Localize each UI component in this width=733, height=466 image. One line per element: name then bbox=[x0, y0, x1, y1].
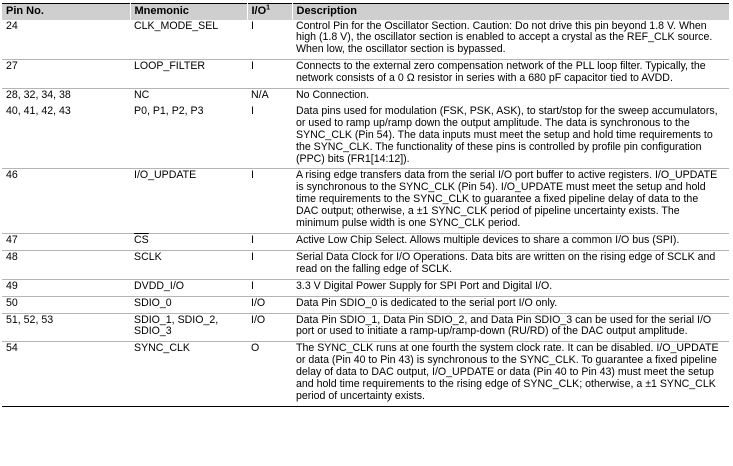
chip-select-overbar-mnemonic: $\overline{CS}$ bbox=[134, 234, 149, 246]
table-row bbox=[2, 105, 729, 169]
pin-number: 48 bbox=[2, 250, 130, 279]
pin-number: 51, 52, 53 bbox=[2, 313, 130, 342]
table-row bbox=[2, 169, 729, 234]
header-io bbox=[247, 4, 292, 20]
header-pin-no: Pin No. bbox=[2, 4, 130, 20]
pin-number: 27 bbox=[2, 60, 130, 89]
io-type: I bbox=[247, 279, 292, 296]
table-row bbox=[2, 296, 729, 313]
mnemonic: CLK_MODE_SEL bbox=[130, 20, 247, 60]
io-type: I/O bbox=[247, 296, 292, 313]
mnemonic: P0, P1, P2, P3 bbox=[130, 105, 247, 169]
pin-number: 28, 32, 34, 38 bbox=[6, 89, 71, 102]
table-row bbox=[2, 20, 729, 60]
mnemonic: DVDD_I/O bbox=[130, 279, 247, 296]
description: Data Pin SDIO_0 is dedicated to the serial port I/O only. bbox=[292, 296, 729, 313]
table-row bbox=[2, 250, 729, 279]
io-type: I bbox=[247, 105, 292, 169]
io-type: I bbox=[247, 60, 292, 89]
description: A rising edge transfers data from the serial I/O port buffer to active registers. I/O_UPDATE is synchronous to the SYNC_CLK (Pin 54). I/O_UPDATE must meet the setup and hold time requirements to the SYNC_CLK to guarantee a fixed pipeline delay of data to the DAC output; otherwise, a ±1 SYNC_CLK period of pipeline uncertainty exists. The minimum pulse width is one SYNC_CLK period. bbox=[292, 169, 729, 234]
pin-number: 47 bbox=[2, 234, 130, 251]
description: Active Low Chip Select. Allows multiple devices to share a common I/O bus (SPI). bbox=[292, 234, 729, 251]
header-mnemonic: Mnemonic bbox=[130, 4, 247, 20]
pin-number: 54 bbox=[2, 342, 130, 407]
pin-function-table bbox=[2, 3, 729, 407]
mnemonic: SCLK bbox=[130, 250, 247, 279]
description: Connects to the external zero compensation network of the PLL loop filter. Typically, the network consists of a 0 Ω resistor in series with a 680 pF capacitor tied to AVDD. bbox=[292, 60, 729, 89]
table-row bbox=[2, 342, 729, 407]
mnemonic: I/O_UPDATE bbox=[130, 169, 247, 234]
table-row bbox=[2, 60, 729, 89]
description: 3.3 V Digital Power Supply for SPI Port and Digital I/O. bbox=[292, 279, 729, 296]
description: Control Pin for the Oscillator Section. Caution: Do not drive this pin beyond 1.8 V. When high (1.8 V), the oscillator section is enabled to accept a crystal as the REF_CLK source. When low, the oscillator section is bypassed. bbox=[292, 20, 729, 60]
io-type: I bbox=[247, 20, 292, 60]
description: The SYNC_CLK runs at one fourth the system clock rate. It can be disabled. I/O_UPDATE or data (Pin 40 to Pin 43) is synchronous to the SYNC_CLK. To guarantee a fixed pipeline delay of data to DAC output, I/O_UPDATE or data (Pin 40 to Pin 43) must meet the setup and hold time requirements to the rising edge of SYNC_CLK; otherwise, a ±1 SYNC_CLK period of uncertainty exists. bbox=[292, 342, 729, 407]
io-type: I/O bbox=[247, 313, 292, 342]
header-io-footnote: 1 bbox=[266, 4, 271, 12]
io-type: N/A bbox=[251, 89, 269, 102]
description: Data pins used for modulation (FSK, PSK, ASK), to start/stop for the sweep accumulators, or used to ramp up/ramp down the output amplitude. The data is synchronous to the SYNC_CLK (Pin 54). The data inputs must meet the setup and hold time requirements to the SYNC_CLK. The functionality of these pins is controlled by profile pin configuration (PPC) bits (FR1[14:12]). bbox=[292, 105, 729, 169]
io-type: I bbox=[247, 250, 292, 279]
io-type: I bbox=[247, 169, 292, 234]
description: Serial Data Clock for I/O Operations. Data bits are written on the rising edge of SCLK and read on the falling edge of SCLK. bbox=[292, 250, 729, 279]
pin-number: 46 bbox=[2, 169, 130, 234]
mnemonic: SYNC_CLK bbox=[130, 342, 247, 407]
table-header-row bbox=[2, 4, 729, 20]
description: No Connection. bbox=[296, 89, 370, 102]
pin-number: 49 bbox=[2, 279, 130, 296]
mnemonic: NC bbox=[134, 89, 150, 102]
description: Data Pin SDIO_1, Data Pin SDIO_2, and Data Pin SDIO_3 can be used for the serial I/O port or used to initiate a ramp-up/ramp-down (RU/RD) of the DAC output amplitude. bbox=[292, 313, 729, 342]
mnemonic bbox=[130, 234, 247, 251]
mnemonic: LOOP_FILTER bbox=[130, 60, 247, 89]
header-description: Description bbox=[292, 4, 729, 20]
pin-number: 40, 41, 42, 43 bbox=[2, 105, 130, 169]
pin-number: 24 bbox=[2, 20, 130, 60]
table-row bbox=[2, 234, 729, 251]
table-row bbox=[2, 313, 729, 342]
mnemonic: SDIO_1, SDIO_2, SDIO_3 bbox=[130, 313, 247, 342]
io-type: O bbox=[247, 342, 292, 407]
header-io-label: I/O bbox=[251, 5, 267, 18]
pin-number: 50 bbox=[2, 296, 130, 313]
mnemonic: SDIO_0 bbox=[130, 296, 247, 313]
table-row bbox=[2, 279, 729, 296]
io-type: I bbox=[247, 234, 292, 251]
table-row bbox=[2, 89, 729, 105]
